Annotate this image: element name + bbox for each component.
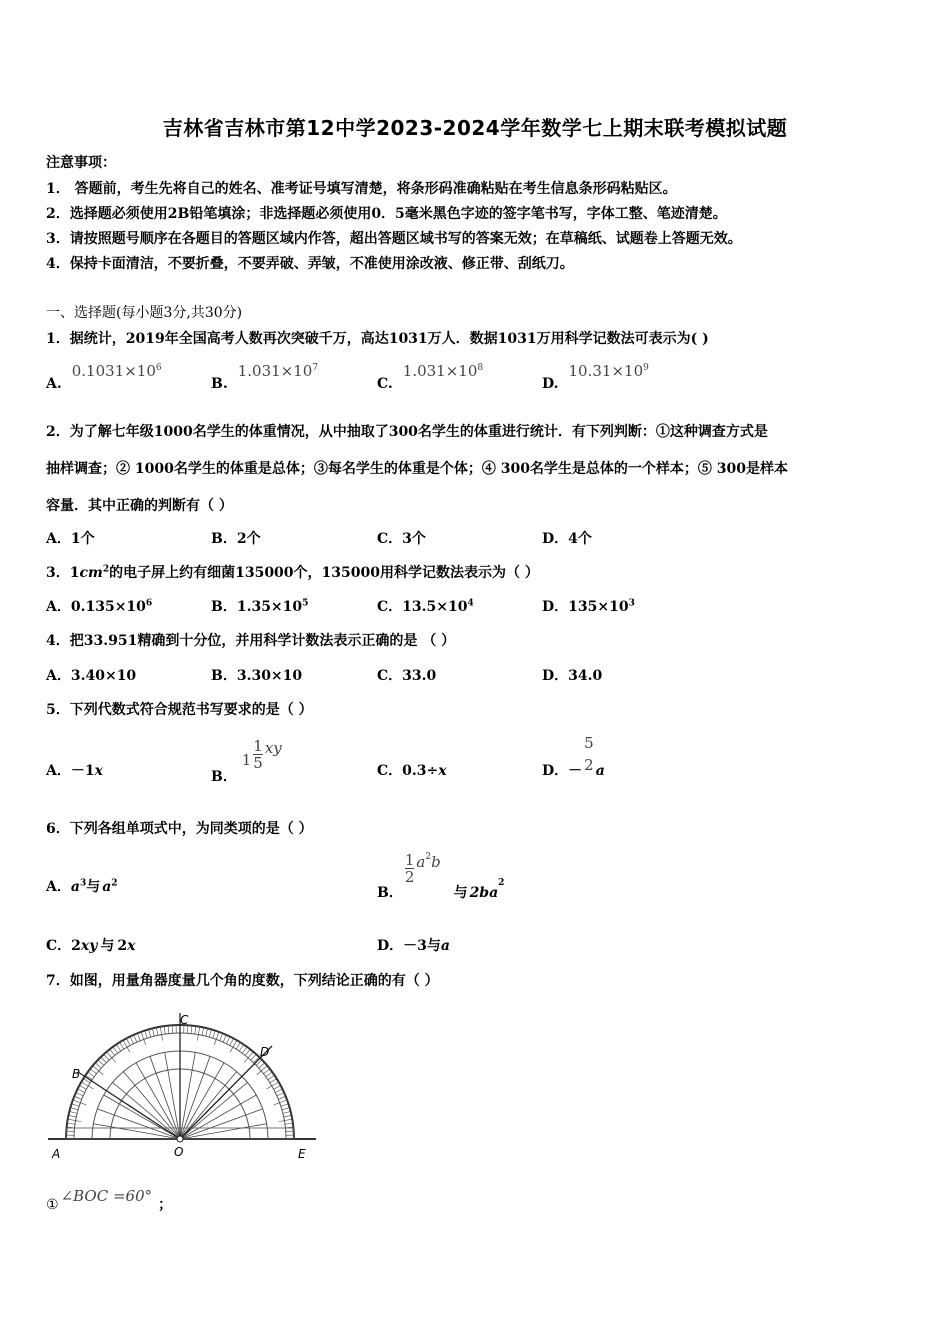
q6-option-c: C．2xy 与 2x	[46, 938, 136, 954]
protractor-tick	[145, 1031, 147, 1039]
q1-option-d: $D.10.31\times 10^9$	[542, 362, 649, 392]
protractor-tick	[74, 1096, 81, 1099]
protractor-tick	[101, 1057, 107, 1063]
protractor-tick	[286, 1131, 294, 1132]
section-heading: 一、选择题(每小题3分,共30分)	[46, 305, 243, 321]
protractor-tick	[213, 1031, 215, 1039]
protractor-tick	[278, 1119, 292, 1121]
q1-option-a: $A.0.1031\times 10^6$	[46, 362, 162, 392]
figure-label-c: C	[180, 1013, 189, 1027]
q4-option-c: C．33.0	[377, 668, 437, 684]
protractor-tick	[134, 1035, 137, 1042]
q5-stem: 5．下列代数式符合规范书写要求的是（ ）	[46, 702, 313, 718]
protractor-tick	[259, 1063, 265, 1068]
q7-stem: 7．如图，用量角器度量几个角的度数，下列结论正确的有（ ）	[46, 973, 439, 989]
figure-label-e: E	[298, 1147, 306, 1161]
q5-option-c: C．0.3÷x	[377, 763, 447, 779]
q3-option-d: D．$135\times 10^3$	[542, 598, 635, 615]
q6-stem: 6．下列各组单项式中，为同类项的是（ ）	[46, 821, 313, 837]
protractor-tick	[126, 1038, 130, 1045]
q3-option-b: B．$1.35\times 10^5$	[211, 598, 309, 615]
protractor-tick	[66, 1131, 74, 1132]
figure-label-b: B	[72, 1067, 81, 1081]
protractor-tick	[164, 1026, 165, 1034]
protractor-tick	[110, 1049, 115, 1055]
protractor-tick	[79, 1085, 86, 1089]
protractor-tick	[209, 1029, 211, 1037]
protractor-tick	[220, 1033, 223, 1040]
protractor-tick	[251, 1054, 256, 1060]
protractor-tick	[104, 1054, 109, 1060]
protractor-tick	[278, 1096, 285, 1099]
protractor-tick	[70, 1108, 78, 1110]
protractor-tick	[284, 1115, 292, 1117]
protractor-tick	[116, 1044, 120, 1051]
protractor-tick	[69, 1111, 77, 1113]
figure-label-d: D	[260, 1045, 270, 1059]
protractor-tick	[285, 1123, 293, 1124]
protractor-tick	[120, 1042, 124, 1049]
protractor-tick	[283, 1111, 291, 1113]
protractor-tick	[152, 1028, 154, 1036]
protractor-tick	[172, 1025, 173, 1033]
protractor-tick	[197, 1027, 199, 1041]
protractor-tick	[156, 1027, 158, 1035]
protractor-tick	[72, 1104, 80, 1106]
protractor-tick	[206, 1028, 208, 1036]
q4-stem: 4．把33.951精确到十分位，并用科学计数法表示正确的是 （ ）	[46, 633, 456, 649]
protractor-tick	[275, 1089, 282, 1093]
notice-heading: 注意事项：	[46, 155, 116, 171]
protractor-tick	[160, 1027, 162, 1041]
q4-option-b: B．3.30×10	[211, 668, 303, 684]
q1-option-c: $C.1.031\times 10^8$	[377, 362, 484, 392]
q4-option-a: A．3.40×10	[46, 668, 137, 684]
q2-option-d: D．4个	[542, 531, 592, 547]
figure-label-a: A	[52, 1147, 61, 1161]
figure-label-o: O	[174, 1145, 184, 1159]
q5-option-b: B． 1 $\frac{1}{5}$ xy	[211, 737, 282, 785]
page-title: 吉林省吉林市第12中学2023-2024学年数学七上期末联考模拟试题	[162, 116, 788, 140]
protractor-tick	[282, 1108, 290, 1110]
protractor-tick	[88, 1072, 94, 1077]
protractor-tick	[277, 1093, 284, 1096]
protractor-tick	[149, 1029, 151, 1037]
protractor-tick	[76, 1093, 83, 1096]
protractor-tick	[236, 1042, 240, 1049]
protractor-tick	[245, 1049, 250, 1055]
protractor-tick	[268, 1075, 275, 1079]
notice-item-2: 2．选择题必须使用2B铅笔填涂；非选择题必须使用0．5毫米黑色字迹的签字笔书写，字体工整、笔迹清楚。	[46, 206, 727, 222]
q4-option-d: D．34.0	[542, 668, 603, 684]
q2-stem-line-3: 容量．其中正确的判断有（ ）	[46, 498, 233, 514]
q2-option-b: B．2个	[211, 531, 261, 547]
protractor-tick	[281, 1104, 289, 1106]
protractor-tick	[113, 1047, 118, 1053]
q1-option-b: $B.1.031\times 10^7$	[211, 362, 319, 392]
q6-option-b: B． $\frac{1}{2}$ $a^2b$ 与 $2ba^2$	[377, 851, 505, 901]
notice-item-1: 1． 答题前，考生先将自己的姓名、准考证号填写清楚，将条形码准确粘贴在考生信息条形码粘贴区。	[46, 181, 677, 197]
protractor-tick	[226, 1037, 230, 1044]
q1-stem: 1．据统计，2019年全国高考人数再次突破千万，高达1031万人．数据1031万用科学记数法可表示为( )	[46, 331, 709, 347]
protractor-tick	[239, 1044, 243, 1051]
q2-stem-line-1: 2．为了解七年级1000名学生的体重情况，从中抽取了300名学生的体重进行统计．有下列判断：①这种调查方式是	[46, 424, 768, 440]
protractor-tick	[90, 1069, 96, 1074]
protractor-tick	[223, 1035, 226, 1042]
protractor-tick	[130, 1037, 134, 1044]
q6-option-d: D．－3与a	[377, 938, 450, 954]
protractor-figure	[44, 1008, 324, 1168]
protractor-tick	[137, 1033, 140, 1040]
q3-option-c: C．$13.5\times 10^4$	[377, 598, 474, 615]
protractor-tick	[191, 1026, 192, 1034]
protractor-tick	[98, 1060, 104, 1066]
q2-option-c: C．3个	[377, 531, 426, 547]
q3-stem: 3．$1cm^2$的电子屏上约有细菌135000个，135000用科学记数法表示为（ ）	[46, 564, 539, 581]
protractor-tick	[202, 1027, 204, 1035]
protractor-tick	[242, 1047, 247, 1053]
protractor-tick	[67, 1123, 75, 1124]
protractor-tick	[68, 1115, 76, 1117]
q5-option-a: A．－1x	[46, 763, 103, 779]
q2-stem-line-2: 抽样调查；② 1000名学生的体重是总体；③每名学生的体重是个体；④ 300名学生是总体的一个样本；⑤ 300是样本	[46, 461, 789, 477]
protractor-tick	[230, 1038, 234, 1045]
protractor-tick	[168, 1026, 169, 1034]
protractor-tick	[68, 1119, 82, 1121]
protractor-tick	[274, 1085, 281, 1089]
q3-option-a: A．$0.135\times 10^6$	[46, 598, 153, 615]
protractor-tick	[264, 1069, 270, 1074]
q2-option-a: A．1个	[46, 531, 95, 547]
protractor-tick	[266, 1072, 272, 1077]
protractor-tick	[95, 1063, 101, 1068]
q6-option-a: A．$a^3$与 $a^2$	[46, 878, 118, 895]
protractor-tick	[270, 1079, 277, 1083]
q5-option-d: D．－ 5 2 a	[542, 734, 605, 779]
notice-item-3: 3．请按照题号顺序在各题目的答题区域内作答，超出答题区域书写的答案无效；在草稿纸、试题卷上答题无效。	[46, 231, 742, 247]
protractor-tick	[195, 1026, 196, 1034]
protractor-tick	[78, 1089, 85, 1093]
notice-item-4: 4．保持卡面清洁，不要折叠，不要弄破、弄皱，不准使用涂改液、修正带、刮纸刀。	[46, 256, 574, 272]
q7-conclusion-1: ① ∠BOC =60° ；	[46, 1187, 173, 1213]
